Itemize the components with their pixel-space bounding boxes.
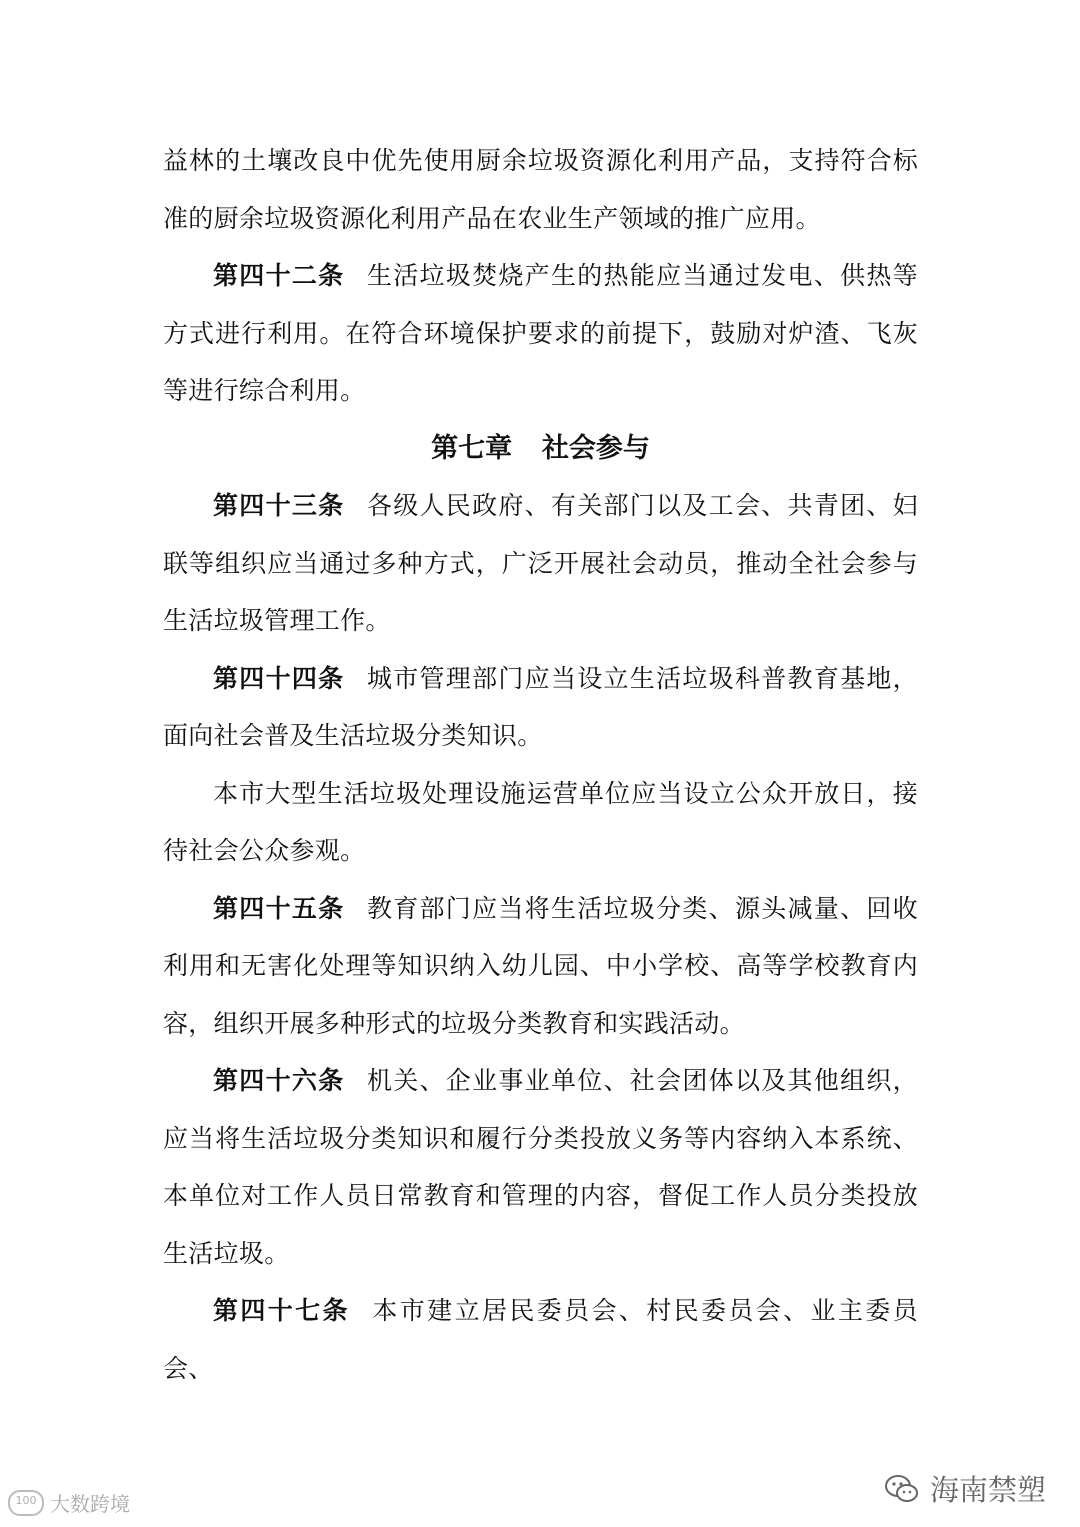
continuation-paragraph: 益林的土壤改良中优先使用厨余垃圾资源化利用产品，支持符合标准的厨余垃圾资源化利用产品在农业生产领域的推广应用。 xyxy=(163,146,918,233)
watermark-left-text: 大数跨境 xyxy=(50,1492,130,1516)
watermark-left xyxy=(8,1488,130,1517)
article-42 xyxy=(163,247,918,420)
article-text: 本市建立居民委员会、村民委员会、业主委员会、 xyxy=(163,1296,918,1383)
chapter-number: 第七章 xyxy=(431,432,513,464)
chapter-heading xyxy=(163,420,918,478)
article-text: 生活垃圾焚烧产生的热能应当通过发电、供热等方式进行利用。在符合环境保护要求的前提下，鼓励对炉渣、飞灰等进行综合利用。 xyxy=(163,261,918,405)
watermark-right-text: 海南禁塑 xyxy=(929,1473,1046,1507)
article-text: 机关、企业事业单位、社会团体以及其他组织，应当将生活垃圾分类知识和履行分类投放义务等内容纳入本系统、本单位对工作人员日常教育和管理的内容，督促工作人员分类投放生活垃圾。 xyxy=(163,1066,918,1268)
wechat-icon xyxy=(884,1474,920,1504)
article-title: 第四十五条 xyxy=(213,893,345,923)
article-43 xyxy=(163,477,918,650)
article-47 xyxy=(163,1282,918,1397)
watermark-right xyxy=(884,1468,1046,1509)
article-46 xyxy=(163,1052,918,1282)
article-44-paragraph-2: 本市大型生活垃圾处理设施运营单位应当设立公众开放日，接待社会公众参观。 xyxy=(163,778,918,865)
article-title: 第四十六条 xyxy=(213,1066,345,1095)
article-title: 第四十二条 xyxy=(213,261,345,290)
document-body xyxy=(163,132,918,1397)
chapter-name: 社会参与 xyxy=(541,432,650,464)
brand-logo-icon: 100 xyxy=(8,1490,44,1516)
article-title: 第四十三条 xyxy=(213,491,345,520)
article-text: 各级人民政府、有关部门以及工会、共青团、妇联等组织应当通过多种方式，广泛开展社会动员，推动全社会参与生活垃圾管理工作。 xyxy=(163,491,918,635)
article-text: 城市管理部门应当设立生活垃圾科普教育基地，面向社会普及生活垃圾分类知识。 xyxy=(163,663,918,750)
article-44 xyxy=(163,650,918,765)
article-45 xyxy=(163,880,918,1053)
article-title: 第四十四条 xyxy=(213,663,345,693)
article-text: 教育部门应当将生活垃圾分类、源头减量、回收利用和无害化处理等知识纳入幼儿园、中小学校、高等学校教育内容，组织开展多种形式的垃圾分类教育和实践活动。 xyxy=(163,893,918,1038)
article-title: 第四十七条 xyxy=(213,1296,350,1325)
